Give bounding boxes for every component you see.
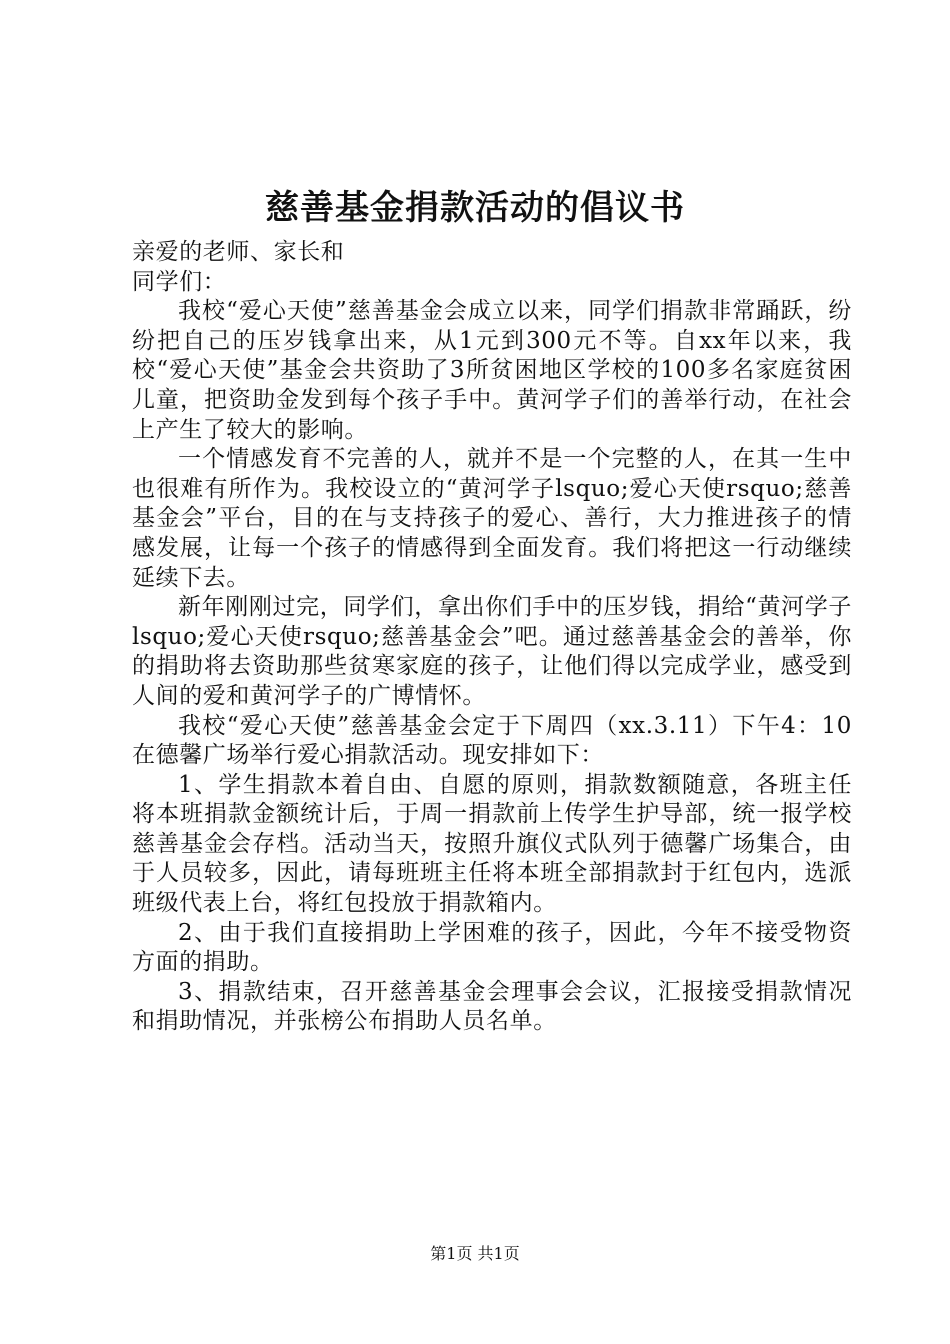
greeting-line-2: 同学们： (132, 268, 227, 295)
page-footer: 第1页 共1页 (430, 1244, 520, 1263)
list-item-2: 2、由于我们直接捐助上学困难的孩子，因此，今年不接受物资方面的捐助。 (132, 919, 852, 976)
paragraph-1: 我校“爱心天使”慈善基金会成立以来，同学们捐款非常踊跃，纷纷把自己的压岁钱拿出来，从1元到300元不等。自xx年以来，我校“爱心天使”基金会共资助了3所贫困地区学校的100多名家庭贫困儿童，把资助金发到每个孩子手中。黄河学子们的善举行动，在社会上产生了较大的影响。 (132, 298, 852, 443)
paragraph-3: 新年刚刚过完，同学们，拿出你们手中的压岁钱，捐给“黄河学子lsquo;爱心天使rsquo;慈善基金会”吧。通过慈善基金会的善举，你的捐助将去资助那些贫寒家庭的孩子，让他们得以完成学业，感受到人间的爱和黄河学子的广博情怀。 (132, 594, 852, 709)
list-item-3: 3、捐款结束，召开慈善基金会理事会会议，汇报接受捐款情况和捐助情况，并张榜公布捐助人员名单。 (132, 978, 852, 1035)
document-body (132, 238, 852, 1037)
paragraph-4: 我校“爱心天使”慈善基金会定于下周四（xx.3.11）下午4：10在德馨广场举行爱心捐款活动。现安排如下： (132, 712, 852, 769)
paragraph-2: 一个情感发育不完善的人，就并不是一个完整的人，在其一生中也很难有所作为。我校设立的“黄河学子lsquo;爱心天使rsquo;慈善基金会”平台，目的在与支持孩子的爱心、善行，大力推进孩子的情感发展，让每一个孩子的情感得到全面发育。我们将把这一行动继续延续下去。 (132, 446, 852, 591)
document-title: 慈善基金捐款活动的倡议书 (265, 188, 685, 228)
list-item-1: 1、学生捐款本着自由、自愿的原则，捐款数额随意，各班主任将本班捐款金额统计后，于周一捐款前上传学生护导部，统一报学校慈善基金会存档。活动当天，按照升旗仪式队列于德馨广场集合，由于人员较多，因此，请每班班主任将本班全部捐款封于红包内，选派班级代表上台，将红包投放于捐款箱内。 (132, 771, 852, 917)
greeting-line-1: 亲爱的老师、家长和 (132, 239, 345, 265)
